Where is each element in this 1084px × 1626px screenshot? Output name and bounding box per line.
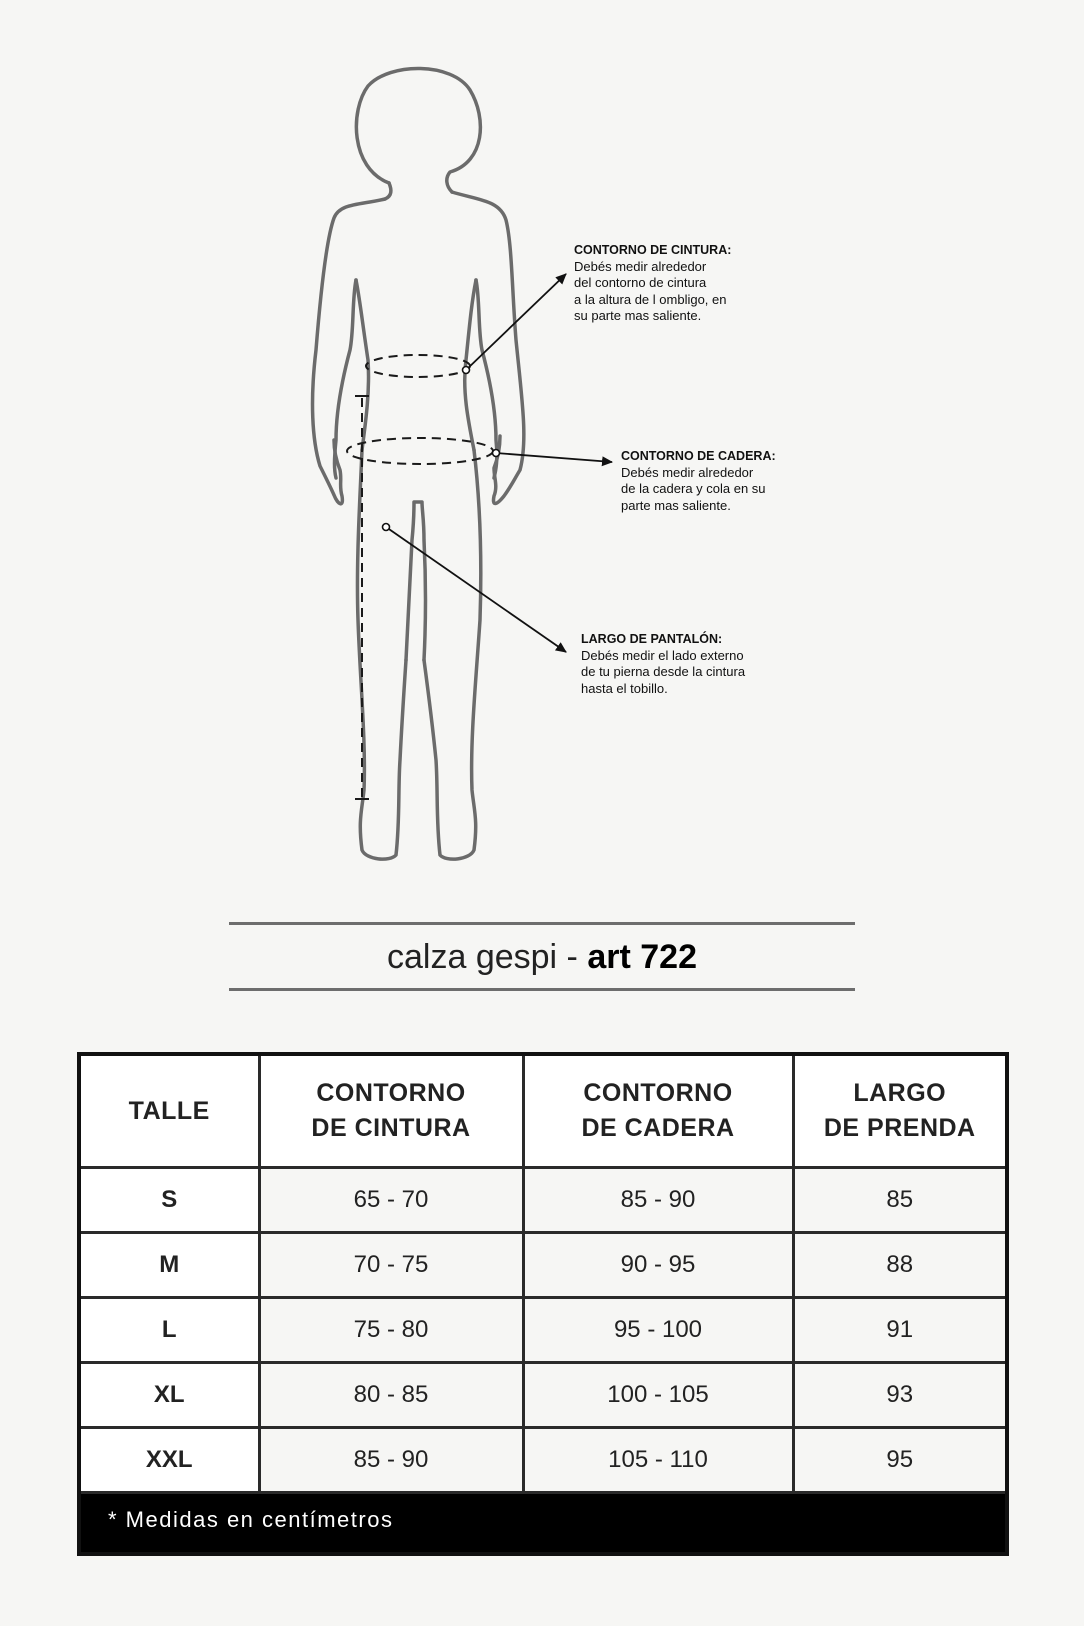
length-annotation <box>581 631 781 697</box>
hip-value: 105 - 110 <box>523 1428 793 1493</box>
waist-value: 80 - 85 <box>259 1363 523 1428</box>
waist-value: 65 - 70 <box>259 1168 523 1233</box>
hip-value: 100 - 105 <box>523 1363 793 1428</box>
product-title <box>229 935 855 979</box>
waist-value: 75 - 80 <box>259 1298 523 1363</box>
hip-value: 85 - 90 <box>523 1168 793 1233</box>
hip-annotation-title: CONTORNO DE CADERA: <box>621 449 776 463</box>
hip-value: 95 - 100 <box>523 1298 793 1363</box>
measurement-unit-footnote: * Medidas en centímetros <box>81 1494 1005 1552</box>
length-annotation-body: Debés medir el lado externo de tu pierna desde la cintura hasta el tobillo. <box>581 647 746 696</box>
length-value: 93 <box>793 1363 1005 1428</box>
hip-annotation <box>621 448 801 514</box>
title-divider-top <box>229 922 855 925</box>
header-length: LARGO DE PRENDA <box>793 1056 1005 1168</box>
table-row <box>81 1363 1005 1428</box>
product-article: art 722 <box>587 938 697 976</box>
length-annotation-title: LARGO DE PANTALÓN: <box>581 632 723 646</box>
waist-annotation <box>574 242 774 325</box>
length-value: 95 <box>793 1428 1005 1493</box>
hip-annotation-body: Debés medir alrededor de la cadera y cola en su parte mas saliente. <box>621 464 766 513</box>
table-row <box>81 1168 1005 1233</box>
product-name: calza gespi - <box>387 938 588 976</box>
waist-value: 70 - 75 <box>259 1233 523 1298</box>
hip-pointer-arrow <box>496 453 612 462</box>
table-row <box>81 1428 1005 1493</box>
table-row <box>81 1233 1005 1298</box>
header-hip: CONTORNO DE CADERA <box>523 1056 793 1168</box>
length-value: 85 <box>793 1168 1005 1233</box>
waist-value: 85 - 90 <box>259 1428 523 1493</box>
size-label: S <box>81 1168 259 1233</box>
size-chart-table <box>77 1052 1009 1556</box>
length-value: 88 <box>793 1233 1005 1298</box>
header-waist: CONTORNO DE CINTURA <box>259 1056 523 1168</box>
size-label: L <box>81 1298 259 1363</box>
header-size: TALLE <box>81 1056 259 1168</box>
hip-value: 90 - 95 <box>523 1233 793 1298</box>
title-divider-bottom <box>229 988 855 991</box>
length-pointer-arrow <box>386 527 566 652</box>
waist-measure-line <box>366 355 470 377</box>
size-label: XL <box>81 1363 259 1428</box>
waist-annotation-title: CONTORNO DE CINTURA: <box>574 243 732 257</box>
size-label: M <box>81 1233 259 1298</box>
length-value: 91 <box>793 1298 1005 1363</box>
table-row <box>81 1298 1005 1363</box>
size-label: XXL <box>81 1428 259 1493</box>
waist-annotation-body: Debés medir alrededor del contorno de cintura a la altura de l ombligo, en su parte mas saliente. <box>574 258 727 323</box>
table-header-row <box>81 1056 1005 1168</box>
